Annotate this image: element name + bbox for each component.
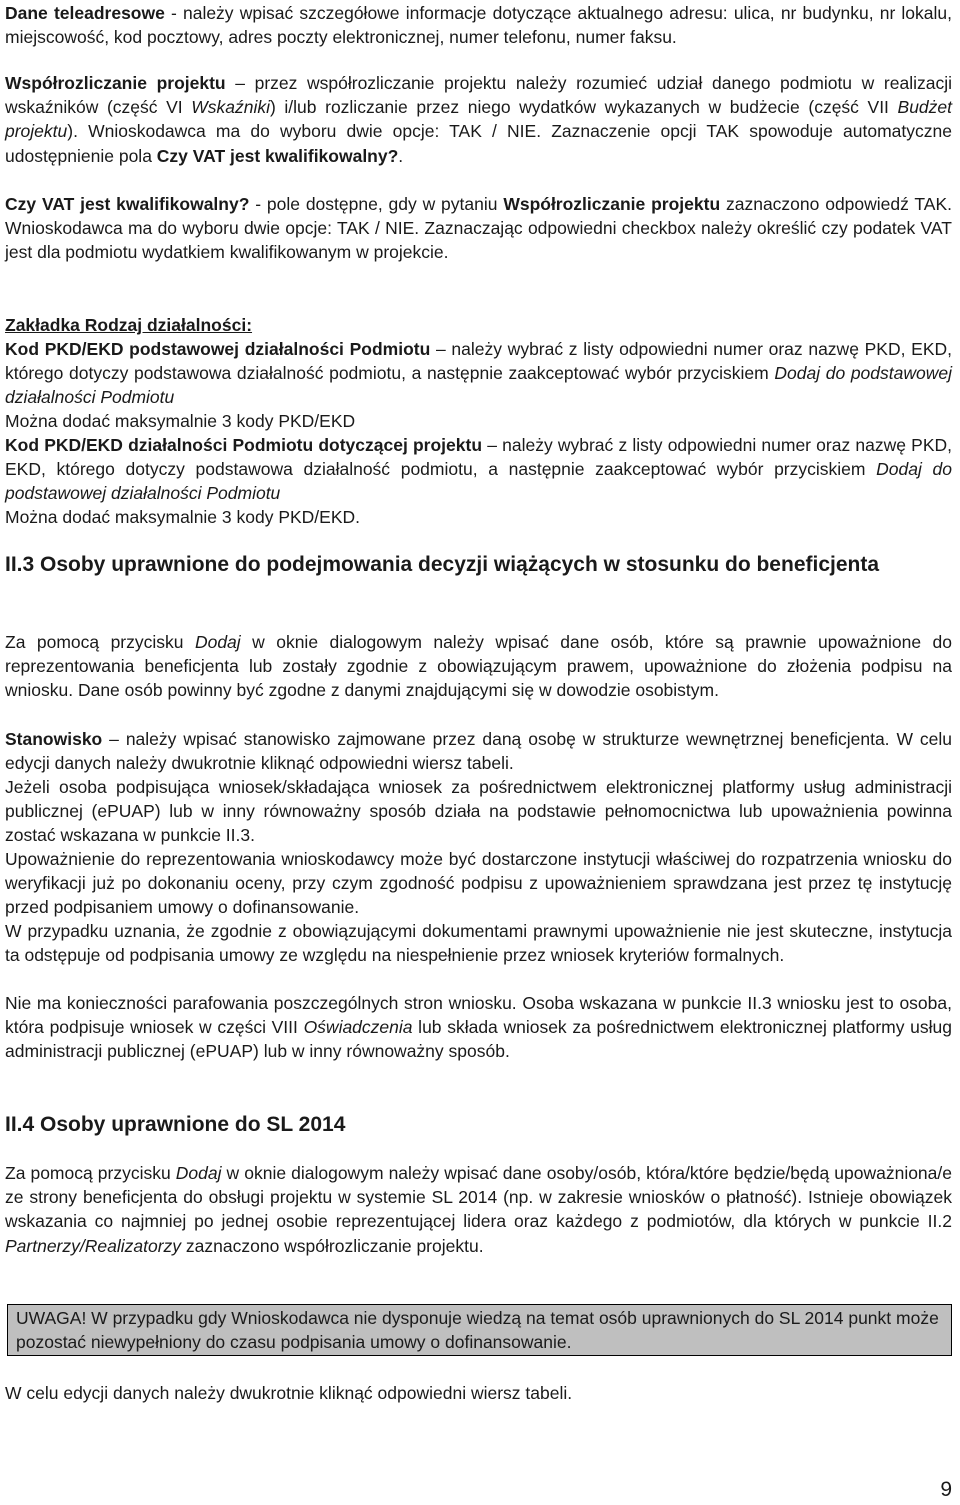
paragraph-text: .: [398, 145, 404, 166]
paragraph-text: – należy wpisać stanowisko zajmowane przez daną osobę w strukturze wewnętrznej beneficjenta. W celu edycji danych należy dwukrotnie kliknąć odpowiedni wiersz tabeli.: [5, 729, 952, 774]
italic-reference: Budżet projektu: [5, 97, 952, 142]
paragraph-ineffective: [5, 919, 952, 967]
paragraph-position: [5, 727, 952, 775]
paragraph-text: ). Wnioskodawca ma do wyboru dwie opcje: TAK / NIE. Zaznaczenie opcji TAK spowoduje automatyczne udostępnienie pola: [5, 121, 952, 166]
paragraph-text: – należy wybrać z listy odpowiedni numer oraz nazwę PKD, EKD, którego dotyczy podstawowa działalność podmiotu, a następnie zaakceptować wybór przyciskiem: [5, 435, 952, 480]
paragraph-text: – przez współrozliczanie projektu należy rozumieć udział danego podmiotu w realizacji wskaźników (część VI: [5, 73, 952, 118]
paragraph-text: W celu edycji danych należy dwukrotnie kliknąć odpowiedni wiersz tabeli.: [5, 1383, 573, 1403]
term-position: Stanowisko: [5, 729, 103, 749]
italic-button-reference: Dodaj: [194, 632, 241, 652]
paragraph-authorization: [5, 847, 952, 920]
term-contact-data: Dane teleadresowe: [5, 3, 165, 23]
italic-button-reference: Dodaj do podstawowej działalności Podmiotu: [5, 459, 952, 504]
paragraph-pkd-primary: [5, 337, 952, 410]
paragraph-text: zaznaczono współrozliczanie projektu.: [181, 1235, 484, 1256]
paragraph-2-4: [5, 1161, 952, 1258]
paragraph-2-3-intro: [5, 630, 952, 703]
paragraph-contact-data: [5, 1, 952, 49]
paragraph-pkd-primary-max: [5, 409, 952, 433]
italic-reference: Oświadczenia: [303, 1017, 413, 1038]
paragraph-text: Nie ma konieczności parafowania poszczególnych stron wniosku. Osoba wskazana w punkcie II.3 wniosku jest to osoba, która podpisuje wniosek w części VIII: [5, 993, 952, 1038]
paragraph-text: Za pomocą przycisku: [5, 1163, 176, 1183]
italic-reference: Partnerzy/Realizatorzy: [5, 1235, 182, 1256]
italic-button-reference: Dodaj: [175, 1163, 222, 1183]
paragraph-text: w oknie dialogowym należy wpisać dane osoby/osób, która/które będzie/będą upoważniona/e ze strony beneficjenta do obsługi projektu w systemie SL 2014 (np. w zakresie wniosków o płatność). Istnieje obowiązek wskazania co najmniej po jednej osobie reprezentującej lidera oraz każdego z podmiotów, dla których w punkcie II.2: [5, 1163, 952, 1232]
term-co-settlement: Współrozliczanie projektu: [5, 73, 226, 93]
section-heading-2-3: II.3 Osoby uprawnione do podejmowania decyzji wiążących w stosunku do beneficjenta: [5, 553, 880, 576]
paragraph-text: Można dodać maksymalnie 3 kody PKD/EKD.: [5, 507, 361, 527]
paragraph-text: lub składa wniosek za pośrednictwem elektronicznej platformy usług administracji publicznej (ePUAP) lub w inny równoważny sposób.: [5, 1017, 952, 1062]
tab-heading-text: Zakładka Rodzaj działalności:: [5, 315, 253, 335]
paragraph-text: W przypadku uznania, że zgodnie z obowiązującymi dokumentami prawnymi upoważnienie nie jest skuteczne, instytucja ta odstępuje od podpisania umowy ze względu na niespełnienie przez wniosek kryteriów formalnych.: [5, 921, 952, 966]
paragraph-pkd-project: [5, 433, 952, 506]
term-pkd-primary: Kod PKD/EKD podstawowej działalności Podmiotu: [5, 339, 431, 359]
paragraph-text: Upoważnienie do reprezentowania wnioskodawcy może być dostarczone instytucji właściwej do rozpatrzenia wniosku do weryfikacji już po dokonaniu oceny, przy czym zgodność podpisu z upoważnieniem sprawdzana jest przez tę instytucję przed podpisaniem umowy o dofinansowanie.: [5, 849, 952, 918]
italic-reference: Wskaźniki: [191, 97, 270, 118]
paragraph-text: Jeżeli osoba podpisująca wniosek/składająca wniosek za pośrednictwem elektronicznej platformy usług administracji publicznej (ePUAP) lub w inny równoważny sposób działa na podstawie pełnomocnictwa lub upoważnienia powinna zostać wskazana w punkcie II.3.: [5, 777, 952, 846]
paragraph-text: - należy wpisać szczegółowe informacje dotyczące aktualnego adresu: ulica, nr budynku, nr lokalu, miejscowość, kod pocztowy, adres poczty elektronicznej, numer telefonu, numer faksu.: [5, 3, 953, 48]
paragraph-pkd-project-max: [5, 505, 952, 529]
paragraph-text: - pole dostępne, gdy w pytaniu: [249, 194, 504, 214]
section-heading-2-4: II.4 Osoby uprawnione do SL 2014: [5, 1113, 346, 1136]
paragraph-epuap-signer: [5, 775, 952, 848]
italic-button-reference: Dodaj do podstawowej działalności Podmiotu: [5, 363, 952, 408]
paragraph-initialing: [5, 991, 952, 1064]
paragraph-edit-hint: [5, 1381, 952, 1405]
term-co-settlement: Współrozliczanie projektu: [503, 194, 721, 214]
paragraph-text: w oknie dialogowym należy wpisać dane osób, które są prawnie upoważnione do reprezentowania beneficjenta lub zostały zgodnie z obowiązującym prawem, upoważnione do złożenia podpisu na wniosku. Dane osób powinny być zgodne z danymi znajdującymi się w dowodzie osobistym.: [5, 632, 952, 701]
page-number: 9: [940, 1478, 952, 1501]
term-vat-eligible: Czy VAT jest kwalifikowalny?: [5, 194, 250, 214]
paragraph-text: ) i/lub rozliczanie przez niego wydatków wykazanych w budżecie (część VII: [270, 97, 898, 118]
paragraph-vat: [5, 192, 952, 265]
term-vat-eligible: Czy VAT jest kwalifikowalny?: [156, 145, 399, 166]
paragraph-text: Za pomocą przycisku: [5, 632, 195, 652]
tab-heading-activity-type: [5, 313, 952, 337]
paragraph-co-settlement: [5, 71, 952, 168]
paragraph-text: zaznaczono odpowiedź TAK. Wnioskodawca ma do wyboru dwie opcje: TAK / NIE. Zaznaczając odpowiedni checkbox należy określić czy podatek VAT jest dla podmiotu wydatkiem kwalifikowanym w projekcie.: [5, 194, 953, 263]
warning-note-box: UWAGA! W przypadku gdy Wnioskodawca nie dysponuje wiedzą na temat osób uprawnionych do SL 2014 punkt może pozostać niewypełniony do czasu podpisania umowy o dofinansowanie.: [7, 1304, 952, 1356]
term-pkd-project: Kod PKD/EKD działalności Podmiotu dotyczącej projektu: [5, 435, 483, 455]
paragraph-text: Można dodać maksymalnie 3 kody PKD/EKD: [5, 411, 356, 431]
paragraph-text: – należy wybrać z listy odpowiedni numer oraz nazwę PKD, EKD, którego dotyczy podstawowa działalność podmiotu, a następnie zaakceptować wybór przyciskiem: [5, 339, 952, 384]
